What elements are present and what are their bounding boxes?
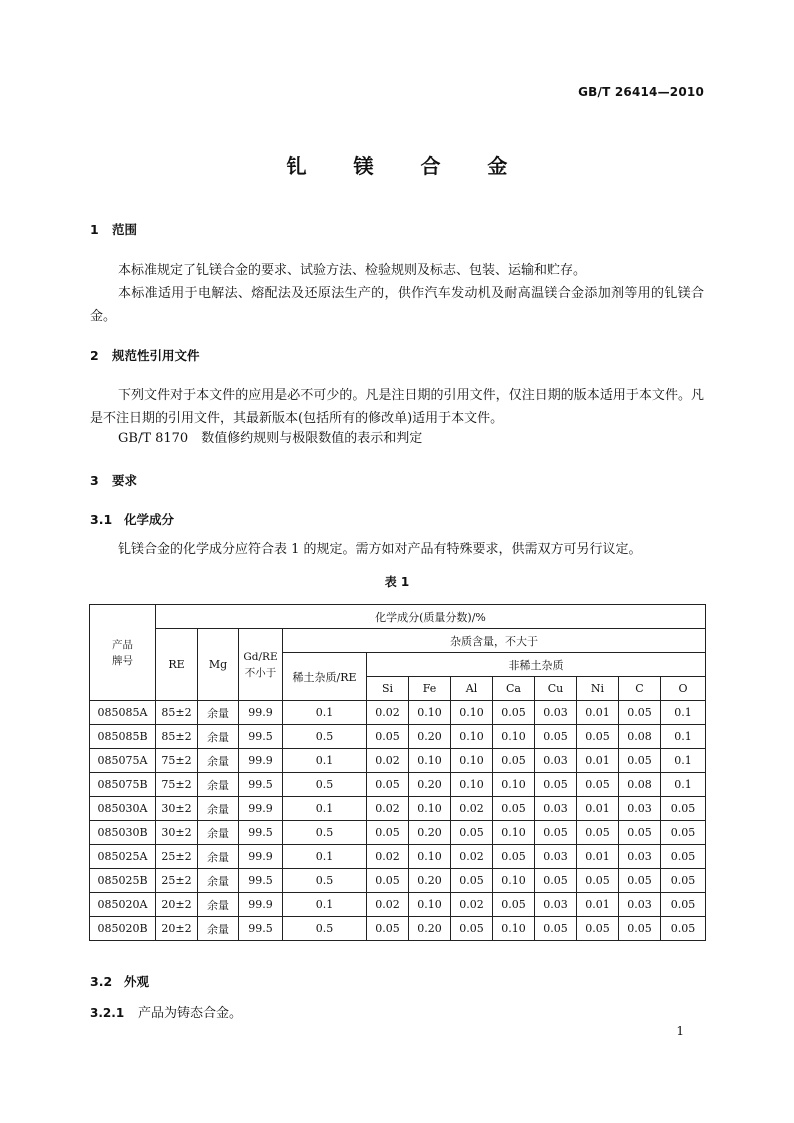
table-cell: 99.9 [239,701,283,725]
table-cell: 0.01 [577,845,619,869]
table-row [90,893,706,917]
table-cell: 0.03 [619,845,661,869]
table-cell: 99.5 [239,821,283,845]
table-cell: 0.05 [577,869,619,893]
table-cell: 0.03 [535,749,577,773]
table-cell: 25±2 [156,845,198,869]
header-element: Al [451,677,493,701]
table-cell: 0.03 [619,797,661,821]
grade-cell: 085075B [90,773,156,797]
section-text: 产品为铸态合金。 [138,1006,243,1021]
table-cell: 99.9 [239,893,283,917]
table-cell: 0.05 [577,725,619,749]
table-cell: 0.02 [451,845,493,869]
section-3-2-1 [90,1002,242,1021]
header-gd-re: Gd/RE 不小于 [239,629,283,701]
table-cell: 0.08 [619,773,661,797]
grade-cell: 085025B [90,869,156,893]
chemical-composition-table [89,604,706,941]
table-cell: 0.05 [535,821,577,845]
standard-number: GB/T 26414—2010 [578,85,704,99]
table-cell: 0.05 [493,845,535,869]
table-cell: 余量 [198,917,239,941]
header-impurity: 杂质含量，不大于 [283,629,706,653]
table-cell: 0.02 [367,797,409,821]
header-composition: 化学成分(质量分数)/% [156,605,706,629]
table-caption: 表 1 [384,575,410,589]
table-cell: 0.05 [619,869,661,893]
table-cell: 余量 [198,701,239,725]
table-cell: 余量 [198,773,239,797]
table-row [90,821,706,845]
table-cell: 99.9 [239,749,283,773]
table-cell: 余量 [198,869,239,893]
table-cell: 0.02 [451,893,493,917]
table-cell: 0.05 [577,821,619,845]
table-cell: 0.05 [577,917,619,941]
section-title: 要求 [112,473,138,488]
section-1-paragraph-2: 本标准适用于电解法、熔配法及还原法生产的，供作汽车发动机及耐高温镁合金添加剂等用的钆镁合金。 [90,286,704,324]
table-cell: 余量 [198,749,239,773]
header-mg: Mg [198,629,239,701]
section-2-heading [90,346,200,364]
table-cell: 0.05 [493,749,535,773]
table-cell: 0.08 [619,725,661,749]
table-cell: 0.10 [493,821,535,845]
table-cell: 0.02 [367,749,409,773]
table-cell: 99.5 [239,773,283,797]
table-cell: 0.05 [661,869,706,893]
table-cell: 0.5 [283,869,367,893]
table-cell: 30±2 [156,821,198,845]
table-cell: 0.1 [283,845,367,869]
table-cell: 99.5 [239,869,283,893]
table-cell: 0.10 [409,749,451,773]
table-cell: 0.05 [367,917,409,941]
grade-cell: 085075A [90,749,156,773]
table-cell: 25±2 [156,869,198,893]
grade-cell: 085085A [90,701,156,725]
grade-cell: 085085B [90,725,156,749]
table-cell: 0.05 [661,821,706,845]
section-title: 外观 [124,974,150,989]
table-cell: 0.10 [409,893,451,917]
section-3-1-paragraph: 钆镁合金的化学成分应符合表 1 的规定。需方如对产品有特殊要求，供需双方可另行议定。 [118,542,642,557]
header-element: Ca [493,677,535,701]
table-row [90,797,706,821]
table-cell: 0.05 [367,725,409,749]
table-cell: 0.01 [577,701,619,725]
table-cell: 0.05 [619,821,661,845]
table-cell: 0.05 [451,869,493,893]
table-cell: 0.05 [661,845,706,869]
table-cell: 0.05 [661,917,706,941]
table-cell: 0.1 [661,701,706,725]
header-element: Cu [535,677,577,701]
table-cell: 0.1 [283,797,367,821]
table-cell: 0.05 [619,917,661,941]
table-cell: 0.10 [451,725,493,749]
table-cell: 0.10 [451,773,493,797]
table-row [90,869,706,893]
section-number: 3 [90,473,99,488]
grade-cell: 085020A [90,893,156,917]
table-row [90,917,706,941]
table-cell: 0.05 [367,869,409,893]
table-cell: 0.01 [577,797,619,821]
table-cell: 99.9 [239,797,283,821]
table-cell: 0.05 [535,917,577,941]
table-cell: 0.02 [367,701,409,725]
table-cell: 0.03 [535,797,577,821]
header-element: C [619,677,661,701]
section-3-1-heading [90,510,174,528]
table-cell: 0.05 [493,701,535,725]
section-1-heading [90,220,137,238]
section-number: 3.1 [90,512,113,527]
header-re: RE [156,629,198,701]
table-cell: 0.1 [283,749,367,773]
table-cell: 余量 [198,821,239,845]
table-cell: 0.5 [283,773,367,797]
section-number: 3.2.1 [90,1006,125,1020]
grade-cell: 085025A [90,845,156,869]
table-cell: 0.03 [535,845,577,869]
table-cell: 0.10 [493,773,535,797]
table-cell: 余量 [198,893,239,917]
header-element: O [661,677,706,701]
header-element: Si [367,677,409,701]
table-cell: 0.05 [493,893,535,917]
table-cell: 0.03 [619,893,661,917]
table-cell: 0.03 [535,893,577,917]
table-row [90,845,706,869]
page-number: 1 [676,1024,684,1038]
header-re-impurity: 稀土杂质/RE [283,653,367,701]
table-cell: 0.05 [367,821,409,845]
table-cell: 0.03 [535,701,577,725]
section-title: 化学成分 [124,512,175,527]
table-cell: 0.05 [493,797,535,821]
header-non-re-impurity: 非稀土杂质 [367,653,706,677]
table-cell: 0.1 [661,725,706,749]
table-cell: 0.02 [451,797,493,821]
section-number: 1 [90,222,99,237]
table-cell: 0.20 [409,869,451,893]
section-title: 规范性引用文件 [112,348,200,363]
table-cell: 0.05 [661,893,706,917]
table-cell: 0.1 [283,893,367,917]
table-cell: 余量 [198,797,239,821]
table-cell: 30±2 [156,797,198,821]
table-cell: 99.5 [239,725,283,749]
section-title: 范围 [112,222,138,237]
table-cell: 20±2 [156,917,198,941]
table-cell: 余量 [198,845,239,869]
grade-cell: 085030A [90,797,156,821]
header-grade: 产品 牌号 [90,605,156,701]
section-3-2-heading [90,972,149,990]
table-cell: 0.20 [409,725,451,749]
table-cell: 0.10 [451,701,493,725]
table-cell: 0.05 [577,773,619,797]
header-element: Fe [409,677,451,701]
table-cell: 0.10 [493,869,535,893]
table-cell: 0.10 [409,845,451,869]
section-3-heading [90,471,137,489]
normative-reference: GB/T 8170 数值修约规则与极限数值的表示和判定 [118,431,423,446]
table-cell: 0.05 [451,917,493,941]
table-cell: 75±2 [156,749,198,773]
table-cell: 0.20 [409,917,451,941]
table-cell: 0.20 [409,821,451,845]
table-cell: 0.05 [619,749,661,773]
table-cell: 99.9 [239,845,283,869]
table-cell: 0.1 [283,701,367,725]
section-2-paragraph-1: 下列文件对于本文件的应用是必不可少的。凡是注日期的引用文件，仅注日期的版本适用于本文件。凡是不注日期的引用文件，其最新版本(包括所有的修改单)适用于本文件。 [90,388,704,426]
table-row [90,725,706,749]
section-number: 3.2 [90,974,113,989]
table-cell: 0.10 [493,725,535,749]
table-cell: 0.05 [535,869,577,893]
table-cell: 99.5 [239,917,283,941]
table-cell: 0.10 [451,749,493,773]
table-row [90,773,706,797]
table-cell: 0.02 [367,893,409,917]
table-cell: 0.02 [367,845,409,869]
document-title: 钆 镁 合 金 [286,154,528,178]
table-cell: 余量 [198,725,239,749]
table-cell: 0.5 [283,917,367,941]
table-cell: 0.01 [577,893,619,917]
table-cell: 0.01 [577,749,619,773]
section-number: 2 [90,348,99,363]
table-cell: 0.05 [619,701,661,725]
section-1-paragraph-1: 本标准规定了钆镁合金的要求、试验方法、检验规则及标志、包装、运输和贮存。 [118,263,587,278]
table-cell: 0.05 [535,773,577,797]
table-cell: 0.05 [451,821,493,845]
table-body [90,701,706,941]
table-cell: 75±2 [156,773,198,797]
table-cell: 0.20 [409,773,451,797]
table-row [90,701,706,725]
table-cell: 0.5 [283,821,367,845]
table-cell: 0.05 [367,773,409,797]
table-cell: 0.1 [661,749,706,773]
header-element: Ni [577,677,619,701]
grade-cell: 085020B [90,917,156,941]
table-cell: 0.05 [661,797,706,821]
grade-cell: 085030B [90,821,156,845]
table-cell: 20±2 [156,893,198,917]
table-cell: 85±2 [156,701,198,725]
table-row [90,749,706,773]
table-cell: 0.5 [283,725,367,749]
table-cell: 0.05 [535,725,577,749]
table-cell: 0.10 [409,701,451,725]
table-cell: 0.10 [409,797,451,821]
table-cell: 85±2 [156,725,198,749]
table-cell: 0.1 [661,773,706,797]
table-cell: 0.10 [493,917,535,941]
